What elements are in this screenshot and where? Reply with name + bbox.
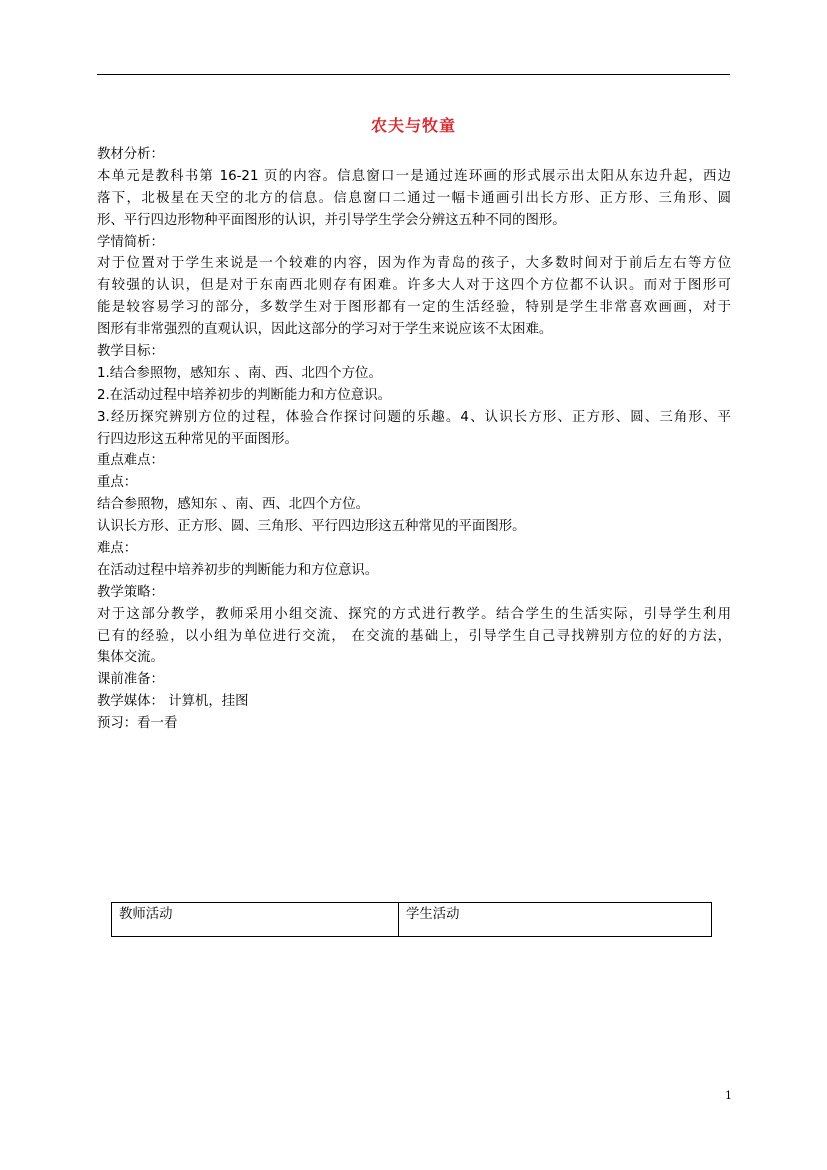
section-heading-textbook-analysis: 教材分析： xyxy=(97,147,164,162)
document-title: 农夫与牧童 xyxy=(370,116,456,135)
table-header-teacher-activity: 教师活动 xyxy=(112,903,399,937)
teaching-media: 教学媒体： 计算机，挂图 xyxy=(97,694,249,710)
paragraph-line: 对于这部分教学，教师采用小组交流、探究的方式进行教学。结合学生的生活实际，引导学生利用 xyxy=(97,606,731,622)
paragraph-line: 有较强的认识，但是对于东南西北则存有困难。许多大人对于这四个方位都不认识。而对于图形可 xyxy=(97,278,731,294)
goal-item: 1.结合参照物，感知东 、南、西、北四个方位。 xyxy=(97,365,382,381)
section-heading-student-analysis: 学情简析： xyxy=(97,234,164,250)
document-body xyxy=(97,144,731,735)
table-row xyxy=(112,903,712,937)
subheading-difficulty: 难点： xyxy=(97,541,138,557)
activity-table xyxy=(111,902,712,937)
paragraph-line: 形、平行四边形物种平面图形的认识，并引导学生学会分辨这五种不同的图形。 xyxy=(97,212,566,228)
goal-item: 3.经历探究辨别方位的过程，体验合作探讨问题的乐趣。4、认识长方形、正方形、圆、三角形、平 xyxy=(97,409,731,425)
section-heading-preparation: 课前准备： xyxy=(97,672,164,688)
page-number: 1 xyxy=(725,1089,732,1102)
table-header-student-activity: 学生活动 xyxy=(399,903,712,937)
paragraph-line: 集体交流。 xyxy=(97,650,164,666)
subheading-key-point: 重点： xyxy=(97,475,138,491)
key-point-item: 认识长方形、正方形、圆、三角形、平行四边形这五种常见的平面图形。 xyxy=(97,519,526,535)
goal-item: 2.在活动过程中培养初步的判断能力和方位意识。 xyxy=(97,387,391,403)
section-heading-key-points: 重点难点： xyxy=(97,453,164,469)
paragraph-line: 图形有非常强烈的直观认识，因此这部分的学习对于学生来说应该不太困难。 xyxy=(97,322,553,338)
paragraph-line: 落下，北极星在天空的北方的信息。信息窗口二通过一幅卡通画引出长方形、正方形、三角形、圆 xyxy=(97,190,731,206)
header-rule xyxy=(97,74,730,75)
section-heading-teaching-strategy: 教学策略： xyxy=(97,584,164,600)
preview-task: 预习：看一看 xyxy=(97,716,178,732)
section-heading-teaching-goals: 教学目标： xyxy=(97,344,164,360)
key-point-item: 结合参照物，感知东 、南、西、北四个方位。 xyxy=(97,497,370,513)
difficulty-item: 在活动过程中培养初步的判断能力和方位意识。 xyxy=(97,562,379,578)
paragraph-line: 本单元是教科书第 16-21 页的内容。信息窗口一是通过连环画的形式展示出太阳从东边升起，西边 xyxy=(97,168,731,184)
paragraph-line: 能是较容易学习的部分，多数学生对于图形都有一定的生活经验，特别是学生非常喜欢画画，对于 xyxy=(97,300,731,316)
goal-item-continued: 行四边形这五种常见的平面图形。 xyxy=(97,431,298,447)
paragraph-line: 已有的经验，以小组为单位进行交流， 在交流的基础上，引导学生自己寻找辨别方位的好的方法， xyxy=(97,628,731,644)
paragraph-line: 对于位置对于学生来说是一个较难的内容，因为作为青岛的孩子，大多数时间对于前后左右等方位 xyxy=(97,256,731,272)
